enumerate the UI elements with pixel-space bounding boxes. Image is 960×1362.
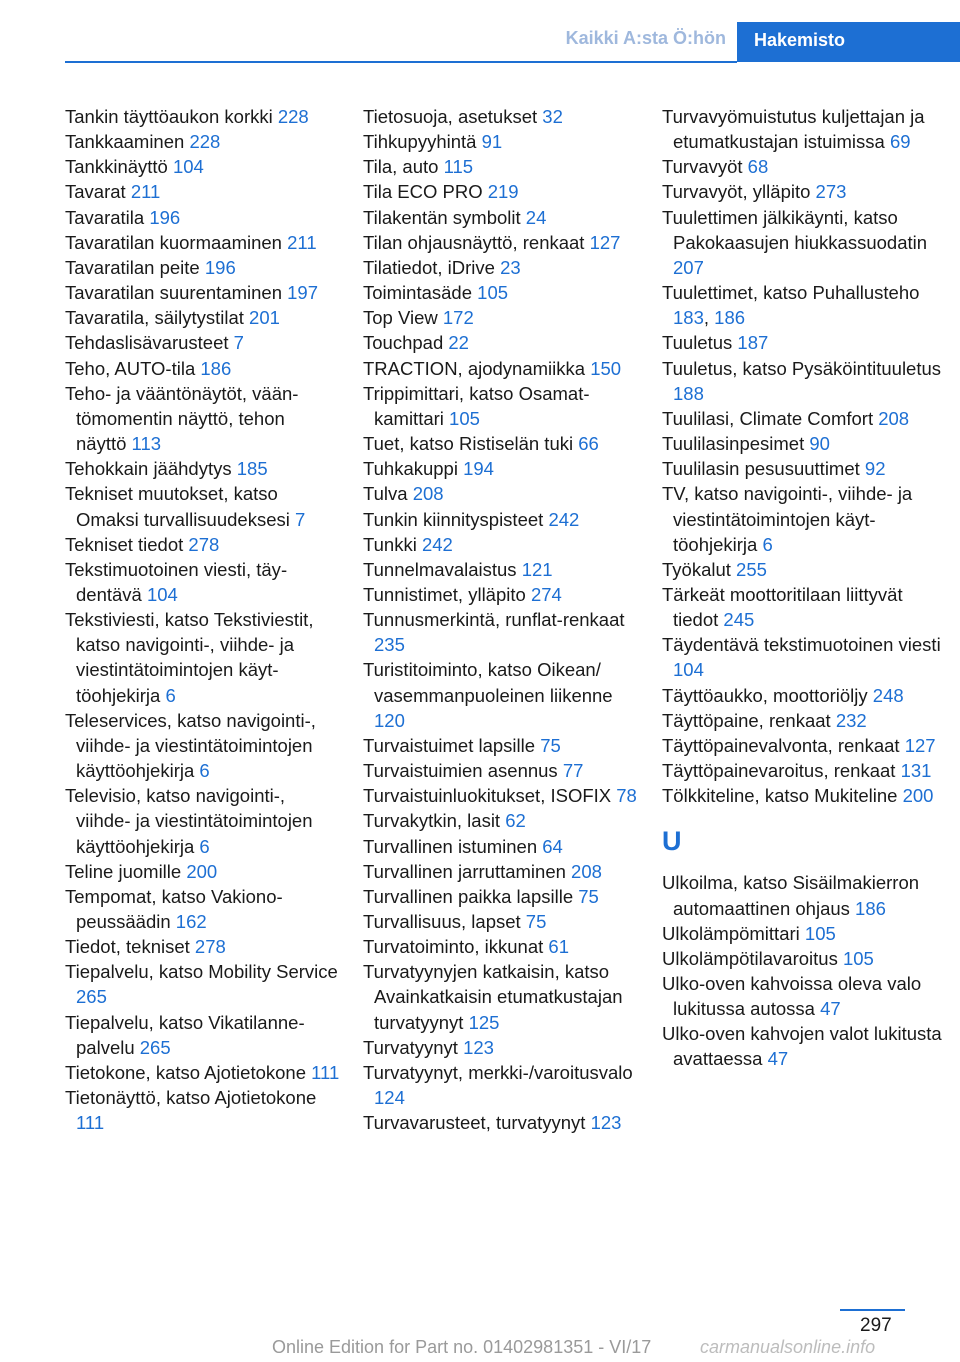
entry-term: Turistitoiminto, katso Oikean/ vasemmanpuoleinen liikenne — [363, 659, 613, 706]
index-entry — [363, 381, 638, 431]
entry-term: Ulkolämpömittari — [662, 922, 805, 944]
page-link[interactable]: 273 — [815, 181, 847, 203]
page-link[interactable]: 186 — [200, 357, 232, 379]
entry-term: Ulko-oven kahvoissa oleva valo lukitussa autossa — [662, 973, 922, 1020]
page-link[interactable]: 78 — [616, 785, 637, 807]
index-entry — [65, 255, 340, 280]
entry-term: Tempomat, katso Vakionopeussäädin — [65, 885, 283, 932]
page-link[interactable]: 208 — [412, 483, 444, 505]
index-entry — [662, 683, 942, 708]
index-entry — [662, 431, 942, 456]
entry-term: Tunkin kiinnityspisteet — [363, 508, 549, 530]
index-entry — [662, 481, 942, 556]
page-link[interactable]: 62 — [505, 810, 526, 832]
index-entry — [662, 205, 942, 280]
entry-term: Tavaratilan kuormaaminen — [65, 231, 288, 253]
page-link[interactable]: 47 — [820, 998, 841, 1020]
page-link[interactable]: 7 — [233, 332, 244, 354]
index-entry — [662, 971, 942, 1021]
page-link[interactable]: 187 — [737, 332, 769, 354]
entry-term: Tunnelmavalaistus — [363, 558, 522, 580]
entry-term: Täyttöpainevalvonta, renkaat — [662, 734, 905, 756]
index-entry — [363, 934, 638, 959]
index-entry — [363, 280, 638, 305]
index-entry — [662, 870, 942, 920]
entry-term: Tavarat — [65, 181, 131, 203]
index-entry — [363, 1035, 638, 1060]
index-entry: Tuulettimet, katso Puhallusteho 183, 186 — [662, 282, 920, 329]
entry-term: Tiepalvelu, katso Vikatilannepalvelu — [65, 1011, 305, 1058]
page-link[interactable]: 64 — [542, 835, 563, 857]
page-link[interactable]: 125 — [468, 1011, 500, 1033]
entry-term: Tuuletus, katso Pysäköintituuletus — [662, 357, 942, 379]
index-entry — [65, 356, 340, 381]
page-link[interactable]: 123 — [463, 1036, 494, 1058]
page-link[interactable]: 211 — [130, 181, 161, 203]
index-entry — [65, 381, 340, 456]
page-link[interactable]: 150 — [590, 357, 622, 379]
index-entry — [65, 884, 340, 934]
entry-term: Tunnistimet, ylläpito — [363, 583, 531, 605]
index-entry — [65, 1010, 340, 1060]
page-link[interactable]: 185 — [236, 458, 268, 480]
entry-term: Touchpad — [363, 332, 449, 354]
page-link[interactable]: 6 — [199, 760, 210, 782]
page-link[interactable]: 278 — [194, 936, 226, 958]
entry-term: Turvatyynyt — [363, 1036, 464, 1058]
index-entry — [662, 406, 942, 431]
page-link[interactable]: 75 — [578, 885, 599, 907]
entry-term: Turvavyöt, ylläpito — [662, 181, 816, 203]
page-link[interactable]: 255 — [736, 558, 767, 580]
entry-term: Turvaistuinluokitukset, ISOFIX — [363, 785, 617, 807]
page-link[interactable]: 197 — [287, 282, 319, 304]
index-entry — [662, 456, 942, 481]
index-entry — [65, 280, 340, 305]
entry-term: Top View — [363, 307, 443, 329]
header-rule — [65, 61, 737, 63]
page-link[interactable]: 196 — [204, 256, 236, 278]
index-entry — [65, 456, 340, 481]
index-entry — [363, 532, 638, 557]
page-link[interactable]: 68 — [747, 156, 769, 178]
entry-term: Turvavyömuistutus kuljettajan ja etumatkustajan istuimissa — [662, 106, 925, 153]
page-link[interactable]: 24 — [525, 206, 547, 228]
page-link[interactable]: 22 — [448, 332, 469, 354]
entry-term: Televisio, katso navigointi-, viihde- ja viestintätoimintojen käyttöohjekirja — [65, 785, 313, 857]
index-entry — [363, 582, 638, 607]
entry-term: Tavaratila, säilytystilat — [65, 307, 250, 329]
edition-footer: Online Edition for Part no. 01402981351 - VI/17 — [272, 1337, 652, 1357]
entry-term: Tilakentän symbolit — [363, 206, 526, 228]
header-section-title: Kaikki A:sta Ö:hön — [565, 28, 726, 48]
entry-term: Täydentävä tekstimuotoinen viesti — [662, 634, 941, 656]
entry-term: TV, katso navigointi-, viihde- ja viestintätoimintojen käyttöohjekirja — [662, 483, 913, 555]
page-link[interactable]: 200 — [902, 785, 934, 807]
page-link[interactable]: 115 — [443, 156, 474, 178]
page-number: 297 — [860, 1315, 892, 1336]
page-link[interactable]: 127 — [904, 734, 936, 756]
index-entry — [65, 859, 340, 884]
page-link[interactable]: 32 — [542, 106, 563, 127]
page-link[interactable]: 248 — [872, 684, 904, 706]
page-link[interactable]: 228 — [277, 106, 309, 127]
index-entry — [65, 1060, 340, 1085]
page-link[interactable]: 208 — [571, 860, 602, 882]
page-link[interactable]: 196 — [149, 206, 181, 228]
section-letter: U — [662, 826, 682, 857]
entry-term: Tunnusmerkintä, runflat-renkaat — [363, 609, 625, 631]
index-entry — [662, 632, 942, 682]
entry-term: Turvavyöt — [662, 156, 748, 178]
page-link[interactable]: 211 — [287, 231, 317, 253]
index-entry — [363, 456, 638, 481]
page-link[interactable]: 120 — [374, 709, 405, 731]
index-entry — [363, 255, 638, 280]
page-link[interactable]: 7 — [295, 508, 306, 530]
page-link[interactable]: 208 — [878, 407, 910, 429]
entry-term: Tietonäyttö, katso Ajotietokone — [65, 1087, 317, 1109]
index-entry — [363, 733, 638, 758]
index-entry — [65, 557, 340, 607]
page-link[interactable]: 90 — [809, 433, 830, 455]
index-entry — [65, 129, 340, 154]
page-link[interactable]: 172 — [442, 307, 474, 329]
entry-term: Tunkki — [363, 533, 422, 555]
index-column-2 — [363, 104, 638, 1135]
entry-term: Turvallinen paikka lapsille — [363, 885, 579, 907]
entry-term: Teho, AUTO-tila — [65, 357, 201, 379]
index-entry — [662, 356, 942, 406]
index-entry — [363, 431, 638, 456]
page-link[interactable]: 228 — [189, 131, 221, 153]
index-entry — [662, 758, 942, 783]
entry-term: Turvallinen jarruttaminen — [363, 860, 572, 882]
page-link[interactable]: 183 — [673, 307, 704, 329]
page-link[interactable]: 186 — [714, 307, 746, 329]
index-column-1 — [65, 104, 340, 1135]
index-entry — [662, 179, 942, 204]
entry-term: Tuulettimet, katso Puhallusteho — [662, 282, 920, 304]
entry-term: Trippimittari, katso Osamatkamittari — [363, 382, 590, 429]
page-link[interactable]: 6 — [165, 684, 176, 706]
page-link[interactable]: 274 — [530, 583, 562, 605]
page-link[interactable]: 105 — [804, 922, 836, 944]
page-link[interactable]: 207 — [673, 256, 704, 278]
index-entry — [65, 205, 340, 230]
index-entry — [662, 783, 942, 808]
index-entry — [65, 305, 340, 330]
entry-term: Täyttöaukko, moottoriöljy — [662, 684, 873, 706]
entry-term: Turvavarusteet, turvatyynyt — [363, 1112, 591, 1134]
index-entry — [363, 959, 638, 1034]
page-link[interactable]: 200 — [186, 860, 218, 882]
index-entry — [363, 154, 638, 179]
page-link[interactable]: 242 — [421, 533, 453, 555]
entry-term: Teline juomille — [65, 860, 187, 882]
page-link[interactable]: 105 — [842, 947, 874, 969]
index-entry — [65, 1085, 340, 1135]
index-entry — [65, 330, 340, 355]
index-entry — [363, 834, 638, 859]
page-link[interactable]: 77 — [562, 760, 584, 782]
entry-term: Täyttöpaine, renkaat — [662, 709, 836, 731]
entry-term: Tärkeät moottoritilaan liittyvät tiedot — [662, 583, 903, 631]
entry-term: Teleservices, katso navigointi-, viihde- ja viestintätoimintojen käyttöohjekirja — [65, 709, 316, 782]
entry-term: Tekniset tiedot — [65, 533, 189, 555]
index-entry — [363, 179, 638, 204]
index-entry — [363, 330, 638, 355]
index-column-3 — [662, 104, 942, 1072]
entry-term: Tietokone, katso Ajotietokone — [65, 1061, 312, 1083]
page-link[interactable]: 131 — [900, 760, 932, 782]
entry-term: Tankkinäyttö — [65, 156, 173, 178]
index-entry — [65, 104, 340, 129]
page-link[interactable]: 75 — [540, 734, 561, 756]
page-link[interactable]: 23 — [500, 256, 521, 278]
page-link[interactable]: 162 — [175, 911, 207, 932]
index-entry — [65, 154, 340, 179]
index-entry — [363, 884, 638, 909]
entry-term: Tiedot, tekniset — [65, 936, 195, 958]
index-entry — [363, 481, 638, 506]
page-link[interactable]: 235 — [374, 634, 405, 656]
page-link[interactable]: 6 — [199, 835, 210, 857]
entry-term: Turvatoiminto, ikkunat — [363, 936, 549, 958]
index-entry — [363, 783, 638, 808]
index-entry — [65, 783, 340, 858]
index-entry — [662, 330, 942, 355]
entry-term: Työkalut — [662, 558, 737, 580]
index-entry — [363, 305, 638, 330]
index-entry — [662, 557, 942, 582]
entry-term: Tankin täyttöaukon korkki — [65, 106, 278, 127]
entry-term: Turvatyynyt, merkki-/varoitusvalo — [363, 1061, 633, 1083]
page-link[interactable]: 232 — [835, 709, 867, 731]
entry-term: Tila, auto — [363, 156, 444, 178]
index-entry — [363, 909, 638, 934]
entry-term: Tihkupyyhintä — [363, 131, 482, 153]
entry-term: Täyttöpainevaroitus, renkaat — [662, 760, 901, 782]
entry-term: Tuuletus — [662, 332, 738, 354]
page-link[interactable]: 265 — [139, 1036, 171, 1058]
entry-term: Tölkkiteline, katso Mukiteline — [662, 785, 903, 807]
index-entry — [65, 708, 340, 783]
index-entry — [65, 481, 340, 531]
entry-term: Toimintasäde — [363, 282, 478, 304]
entry-term: Ulko-oven kahvojen valot lukitusta avattaessa — [662, 1023, 942, 1070]
index-entry — [662, 154, 942, 179]
index-entry — [363, 557, 638, 582]
index-entry — [363, 205, 638, 230]
index-entry — [363, 758, 638, 783]
index-entry — [363, 808, 638, 833]
index-entry — [662, 1021, 942, 1071]
page-link[interactable]: 194 — [463, 458, 494, 480]
page-link[interactable]: 111 — [311, 1061, 340, 1083]
page-link[interactable]: 61 — [548, 936, 569, 958]
page-link[interactable]: 47 — [767, 1048, 789, 1070]
index-entry — [363, 1110, 638, 1135]
index-entry — [662, 582, 942, 632]
page-link[interactable]: 123 — [590, 1112, 622, 1134]
entry-term: Tuulilasi, Climate Comfort — [662, 407, 879, 429]
page-link[interactable]: 91 — [481, 131, 503, 153]
entry-term: Tavaratila — [65, 206, 150, 228]
entry-term: Tankkaaminen — [65, 131, 190, 153]
entry-term: Tekstiviesti, katso Tekstiviestit, katso navigointi-, viihde- ja viestintätoimintojen käyttöohjekirja — [65, 609, 314, 706]
index-entry — [662, 921, 942, 946]
index-entry — [363, 356, 638, 381]
index-entry — [662, 946, 942, 971]
entry-term: Tuhkakuppi — [363, 458, 464, 480]
page-link[interactable]: 186 — [855, 897, 886, 919]
entry-term: Tavaratilan peite — [65, 256, 205, 278]
entry-term: Tuet, katso Ristiselän tuki — [363, 433, 579, 455]
page-link[interactable]: 265 — [76, 986, 107, 1008]
index-entry — [65, 532, 340, 557]
page-link[interactable]: 75 — [525, 911, 547, 932]
entry-term: Tuulettimen jälkikäynti, katso Pakokaasujen hiukkassuodatin — [662, 206, 928, 253]
index-entry — [662, 733, 942, 758]
entry-term: Tulva — [363, 483, 413, 505]
page-link[interactable]: 111 — [76, 1112, 105, 1134]
index-entry — [363, 657, 638, 732]
index-entry — [363, 507, 638, 532]
entry-term: Turvaistuimet lapsille — [363, 734, 541, 756]
page-link[interactable]: 104 — [172, 156, 204, 178]
index-entry — [65, 934, 340, 959]
entry-term: Tiepalvelu, katso Mobility Service — [65, 961, 338, 983]
watermark: carmanualsonline.info — [700, 1337, 876, 1357]
entry-term: Tekstimuotoinen viesti, täydentävä — [65, 558, 288, 605]
page-link[interactable]: 6 — [762, 533, 773, 555]
page-link[interactable]: 66 — [578, 433, 599, 455]
entry-term: Ulkolämpötilavaroitus — [662, 947, 843, 969]
entry-term: Tila ECO PRO — [363, 181, 488, 203]
entry-term: Tietosuoja, asetukset — [363, 106, 543, 127]
entry-term: Tuulilasinpesimet — [662, 433, 810, 455]
index-entry — [363, 104, 638, 129]
entry-term: Turvaistuimien asennus — [363, 760, 563, 782]
page-link[interactable]: 242 — [548, 508, 580, 530]
page-link[interactable]: 219 — [487, 181, 519, 203]
index-entry — [65, 959, 340, 1009]
index-entry — [65, 230, 340, 255]
index-entry — [662, 104, 942, 154]
page-link[interactable]: 121 — [521, 558, 553, 580]
page-link[interactable]: 201 — [249, 307, 280, 329]
header-tab-hakemisto: Hakemisto — [737, 22, 960, 62]
page-link[interactable]: 69 — [889, 131, 911, 153]
page-link[interactable]: 188 — [673, 382, 704, 404]
entry-term: Tilatiedot, iDrive — [363, 256, 501, 278]
index-entry — [363, 607, 638, 657]
index-entry — [65, 607, 340, 708]
entry-term: Tehdaslisävarusteet — [65, 332, 234, 354]
entry-term: Tehokkain jäähdytys — [65, 458, 237, 480]
index-entry — [65, 179, 340, 204]
page-header — [0, 0, 960, 62]
entry-term: Tilan ohjausnäyttö, renkaat — [363, 231, 590, 253]
index-entry — [363, 129, 638, 154]
entry-term: Turvallinen istuminen — [363, 835, 543, 857]
page-link[interactable]: 245 — [723, 609, 755, 631]
page-link[interactable]: 104 — [673, 659, 704, 681]
entry-term: Tekniset muutokset, katso Omaksi turvallisuudeksesi — [65, 483, 295, 530]
entry-term: Turvallisuus, lapset — [363, 911, 526, 932]
page-link[interactable]: 113 — [131, 433, 162, 455]
index-entry — [363, 1060, 638, 1110]
page-link[interactable]: 124 — [374, 1087, 405, 1109]
page-link[interactable]: 92 — [864, 458, 886, 480]
index-entry — [363, 230, 638, 255]
page-link[interactable]: 278 — [188, 533, 220, 555]
page-link[interactable]: 104 — [146, 583, 178, 605]
index-entry — [363, 859, 638, 884]
entry-term: Teho- ja vääntönäytöt, vääntömomentin näyttö, tehon näyttö — [65, 382, 299, 455]
footer-rule — [840, 1309, 905, 1311]
entry-term: Ulkoilma, katso Sisäilmakierron automaattinen ohjaus — [662, 872, 920, 919]
page-link[interactable]: 105 — [477, 282, 509, 304]
entry-term: Tavaratilan suurentaminen — [65, 282, 288, 304]
page-link[interactable]: 105 — [449, 407, 480, 429]
index-entry — [662, 708, 942, 733]
entry-term: Turvakytkin, lasit — [363, 810, 506, 832]
page-link[interactable]: 127 — [589, 231, 621, 253]
entry-term: TRACTION, ajodynamiikka — [363, 357, 591, 379]
entry-term: Turvatyynyjen katkaisin, katso Avainkatkaisin etumatkustajan turvatyynyt — [363, 961, 623, 1033]
entry-term: Tuulilasin pesusuuttimet — [662, 458, 865, 480]
